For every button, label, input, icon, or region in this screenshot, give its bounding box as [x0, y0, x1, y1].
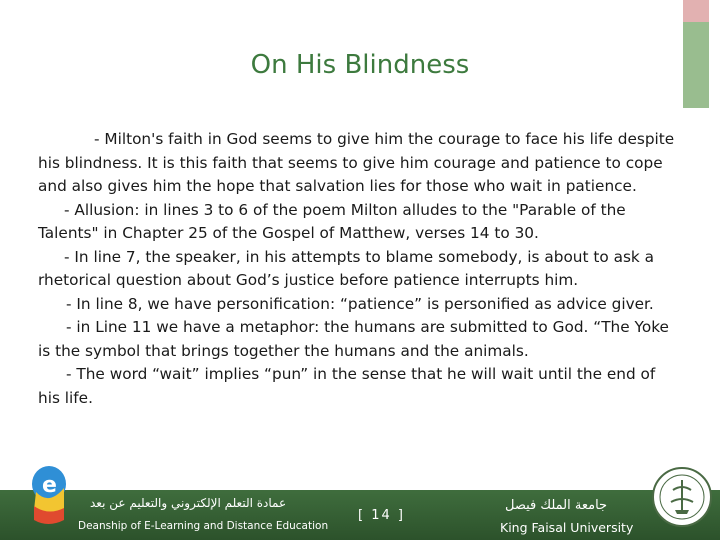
paragraph-pun: - The word “wait” implies “pun” in the sense that he will wait until the end of his life. [38, 365, 656, 407]
svg-text:e: e [42, 473, 57, 498]
paragraph-personification: - In line 8, we have personification: “patience” is personified as advice giver. [66, 294, 654, 313]
page-number: [ 14 ] [358, 508, 405, 523]
decorative-bar-pink [683, 0, 709, 22]
footer [0, 462, 720, 540]
paragraph-faith: - Milton's faith in God seems to give him the courage to face his life despite his blindness. It is this faith that seems to give him courage and patience to cope and also gives him the hope that salvation lies for those who wait in patience. [38, 130, 675, 195]
e-learning-logo-icon [30, 462, 68, 528]
deanship-name-arabic: عمادة التعلم الإلكتروني والتعليم عن بعد [90, 496, 287, 510]
slide-title: On His Blindness [250, 50, 470, 80]
university-name-english: King Faisal University [500, 520, 634, 535]
deanship-name-english: Deanship of E-Learning and Distance Education [78, 520, 329, 532]
slide-body [38, 128, 678, 410]
king-faisal-university-seal-icon [651, 466, 713, 528]
paragraph-metaphor: - in Line 11 we have a metaphor: the humans are submitted to God. “The Yoke is the symbol that brings together the humans and the animals. [38, 318, 669, 360]
paragraph-rhetorical-question: - In line 7, the speaker, in his attempts to blame somebody, is about to ask a rhetorical question about God’s justice before patience interrupts him. [38, 247, 655, 289]
university-name-arabic: جامعة الملك فيصل [505, 498, 608, 513]
paragraph-allusion: - Allusion: in lines 3 to 6 of the poem Milton alludes to the "Parable of the Talents" in Chapter 25 of the Gospel of Matthew, verses 14 to 30. [38, 200, 626, 242]
